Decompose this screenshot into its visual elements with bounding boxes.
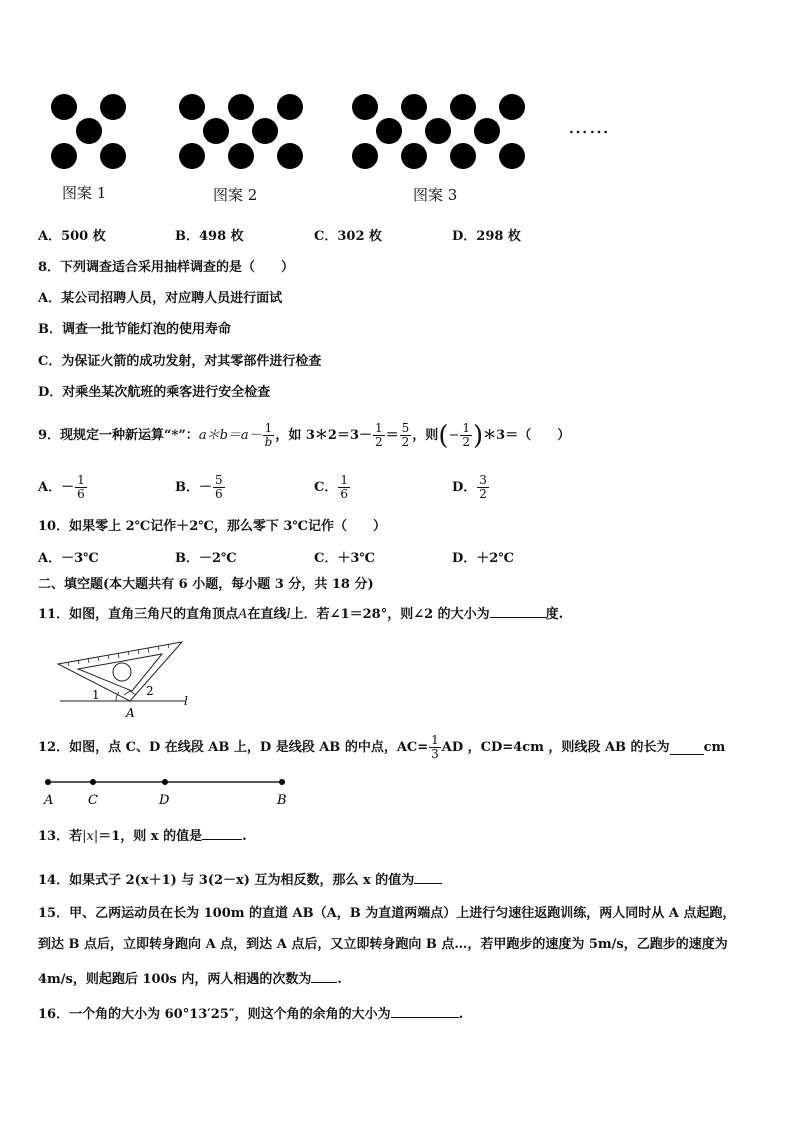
- pattern-label-1: 图案 1: [62, 184, 107, 202]
- q8-option-c: C．为保证火箭的成功发射，对其零部件进行检查: [38, 354, 322, 369]
- q9-tail: ＊3＝（ ）: [483, 427, 571, 443]
- denominator: 2: [462, 435, 471, 449]
- dot: [450, 94, 476, 120]
- q12-text-a: 12．如图，点 C、D 在线段 AB 上，D 是线段 AB 的中点，AC=: [38, 739, 429, 755]
- dot: [425, 118, 451, 144]
- q9-option-b: [175, 474, 226, 501]
- dot: [100, 143, 126, 169]
- q15-line-3: [38, 968, 342, 989]
- point-a: [45, 779, 51, 785]
- option-fraction: [75, 474, 87, 501]
- q14-stem: [38, 869, 442, 890]
- q12-text-c: cm: [703, 739, 726, 755]
- dot: [228, 94, 254, 120]
- q9-stem-prefix: 9．现规定一种新运算“*”：: [38, 427, 199, 443]
- answer-blank: [670, 740, 704, 755]
- q7-option-b: B．498 枚: [175, 229, 244, 244]
- dot: [228, 143, 254, 169]
- denominator: 2: [401, 435, 410, 449]
- q9-option-c: [314, 474, 351, 501]
- dot: [401, 94, 427, 120]
- dot: [499, 94, 525, 120]
- point-c-label: C: [88, 793, 98, 808]
- angle-2-label: 2: [146, 684, 154, 698]
- answer-blank: [202, 825, 242, 840]
- q15-line-2: 到达 B 点后，立即转身跑向 A 点，到达 A 点后，又立即转身跑向 B 点…，若甲跑步的速度为 5m/s，乙跑步的速度为: [38, 937, 728, 952]
- q11-stem: [38, 603, 563, 624]
- option-label: D．: [452, 479, 477, 495]
- denominator: 3: [431, 747, 439, 761]
- dot: [252, 118, 278, 144]
- q13-stem: [38, 825, 247, 846]
- answer-blank: [490, 603, 546, 618]
- q9-option-a: [38, 474, 88, 501]
- dot: [179, 143, 205, 169]
- point-b: [279, 779, 285, 785]
- q16-text-b: .: [458, 1007, 464, 1022]
- point-d: [162, 779, 168, 785]
- dot: [352, 143, 378, 169]
- q9-paren-frac: [460, 422, 472, 449]
- q8-option-b: B．调查一批节能灯泡的使用寿命: [38, 322, 231, 337]
- set-square-outer: [58, 642, 182, 701]
- q9-equals: ＝: [385, 427, 399, 443]
- q15-text-a: 4m/s，则起跑后 100s 内，两人相遇的次数为: [38, 972, 312, 987]
- option-label: C．: [314, 479, 338, 495]
- numerator: 1: [462, 421, 471, 435]
- abs-value: |x|: [82, 829, 99, 844]
- right-paren: ): [473, 420, 484, 451]
- q11-triangle-figure: [50, 636, 200, 722]
- q9-example-frac-2: [400, 422, 412, 449]
- q11-text-b: 在直线: [247, 607, 287, 622]
- denominator: 2: [375, 435, 383, 449]
- angle-1-label: 1: [92, 688, 100, 702]
- option-fraction: [477, 474, 489, 501]
- numerator: 1: [340, 473, 348, 487]
- pattern-label-2: 图案 2: [213, 186, 258, 204]
- point-d-label: D: [159, 793, 170, 808]
- pattern-1: [51, 94, 126, 169]
- dot: [499, 143, 525, 169]
- numerator: 1: [431, 733, 439, 747]
- q13-text-a: 13．若: [38, 829, 83, 844]
- option-fraction: [338, 474, 350, 501]
- point-c: [90, 779, 96, 785]
- q10-option-a: A．－3℃: [38, 551, 99, 566]
- q12-segment-figure: [38, 774, 298, 808]
- section-2-heading: 二、填空题(本大题共有 6 小题，每小题 3 分，共 18 分): [38, 577, 374, 592]
- q10-option-c: C．＋3℃: [314, 551, 375, 566]
- denominator: 6: [77, 487, 85, 501]
- dot: [51, 143, 77, 169]
- q9-example: ，如 3＊2＝3－: [275, 427, 372, 443]
- q15-line-1: 15．甲、乙两运动员在长为 100m 的直道 AB（A，B 为直道两端点）上进行匀速往返跑训练，两人同时从 A 点起跑，: [38, 906, 736, 921]
- q9-def-fraction: [263, 422, 275, 449]
- dot: [179, 94, 205, 120]
- q8-option-d: D．对乘坐某次航班的乘客进行安全检查: [38, 385, 271, 400]
- q12-stem: [38, 734, 725, 761]
- q9-definition: a＊b＝a－: [198, 427, 262, 443]
- q9-stem: [38, 422, 570, 449]
- answer-blank: [311, 968, 337, 983]
- line-l-fig-label: l: [184, 694, 188, 708]
- q12-text-b: AD ，CD=4cm ，则线段 AB 的长为: [441, 739, 670, 755]
- q15-text-b: .: [337, 972, 342, 987]
- line-l-label: l: [286, 607, 291, 622]
- numerator: 1: [375, 421, 383, 435]
- dot: [203, 118, 229, 144]
- numerator: 3: [479, 473, 487, 487]
- q14-text: 14．如果式子 2(x＋1) 与 3(2－x) 互为相反数，那么 x 的值为: [38, 873, 415, 888]
- dot: [51, 94, 77, 120]
- q11-text-a: 11．如图，直角三角尺的直角顶点: [38, 607, 239, 622]
- option-label: A．－: [38, 479, 75, 495]
- point-a-label: A: [238, 607, 248, 622]
- dot: [277, 94, 303, 120]
- numerator: 5: [401, 421, 410, 435]
- q11-text-d: 度.: [545, 607, 564, 622]
- dot: [76, 118, 102, 144]
- option-fraction: [213, 474, 225, 501]
- left-paren: (: [438, 420, 449, 451]
- numerator: 1: [77, 473, 85, 487]
- point-a-label: A: [44, 793, 54, 808]
- dot: [376, 118, 402, 144]
- q9-then: ，则: [412, 427, 439, 443]
- option-label: B．－: [175, 479, 212, 495]
- dot: [277, 143, 303, 169]
- q7-option-a: A．500 枚: [38, 229, 106, 244]
- q13-text-c: .: [242, 829, 247, 844]
- q7-option-d: D．298 枚: [452, 229, 521, 244]
- pattern-label-3: 图案 3: [413, 186, 458, 204]
- numerator: 5: [215, 473, 223, 487]
- q16-text-a: 16．一个角的大小为 60°13′25″，则这个角的余角的大小为: [38, 1007, 391, 1022]
- q8-option-a: A．某公司招聘人员，对应聘人员进行面试: [38, 291, 283, 306]
- answer-blank: [414, 869, 442, 884]
- q10-option-b: B．－2℃: [175, 551, 237, 566]
- q10-option-d: D．＋2℃: [452, 551, 514, 566]
- minus-sign: −: [448, 427, 460, 443]
- abs-variable: x: [86, 829, 94, 844]
- denominator: b: [264, 435, 273, 449]
- dot: [474, 118, 500, 144]
- q9-example-frac-1: [373, 422, 385, 449]
- right-angle-mark: [124, 691, 136, 695]
- denominator: 6: [215, 487, 223, 501]
- q11-text-c: 上．若∠1＝28°，则∠2 的大小为: [290, 607, 490, 622]
- numerator: 1: [264, 421, 273, 435]
- answer-blank: [391, 1003, 459, 1018]
- q12-fraction: [429, 734, 441, 761]
- q16-stem: [38, 1003, 463, 1024]
- pattern-3: [352, 94, 525, 169]
- q8-stem: 8．下列调查适合采用抽样调查的是（ ）: [38, 260, 295, 275]
- pattern-ellipsis: ……: [568, 114, 610, 138]
- q7-option-c: C．302 枚: [314, 229, 383, 244]
- q13-text-b: ＝1，则 x 的值是: [98, 829, 203, 844]
- dot-patterns-figure: [0, 80, 794, 210]
- denominator: 6: [340, 487, 348, 501]
- point-b-label: B: [277, 793, 287, 808]
- q9-option-d: [452, 474, 490, 501]
- angle-1-arc: [116, 692, 119, 701]
- pattern-2: [179, 94, 303, 169]
- dot: [352, 94, 378, 120]
- dot: [450, 143, 476, 169]
- denominator: 2: [479, 487, 487, 501]
- dot: [100, 94, 126, 120]
- q10-stem: 10．如果零上 2℃记作＋2℃，那么零下 3℃记作（ ）: [38, 519, 387, 534]
- set-square-hole: [113, 663, 131, 681]
- point-a-fig-label: A: [126, 706, 135, 720]
- dot: [401, 143, 427, 169]
